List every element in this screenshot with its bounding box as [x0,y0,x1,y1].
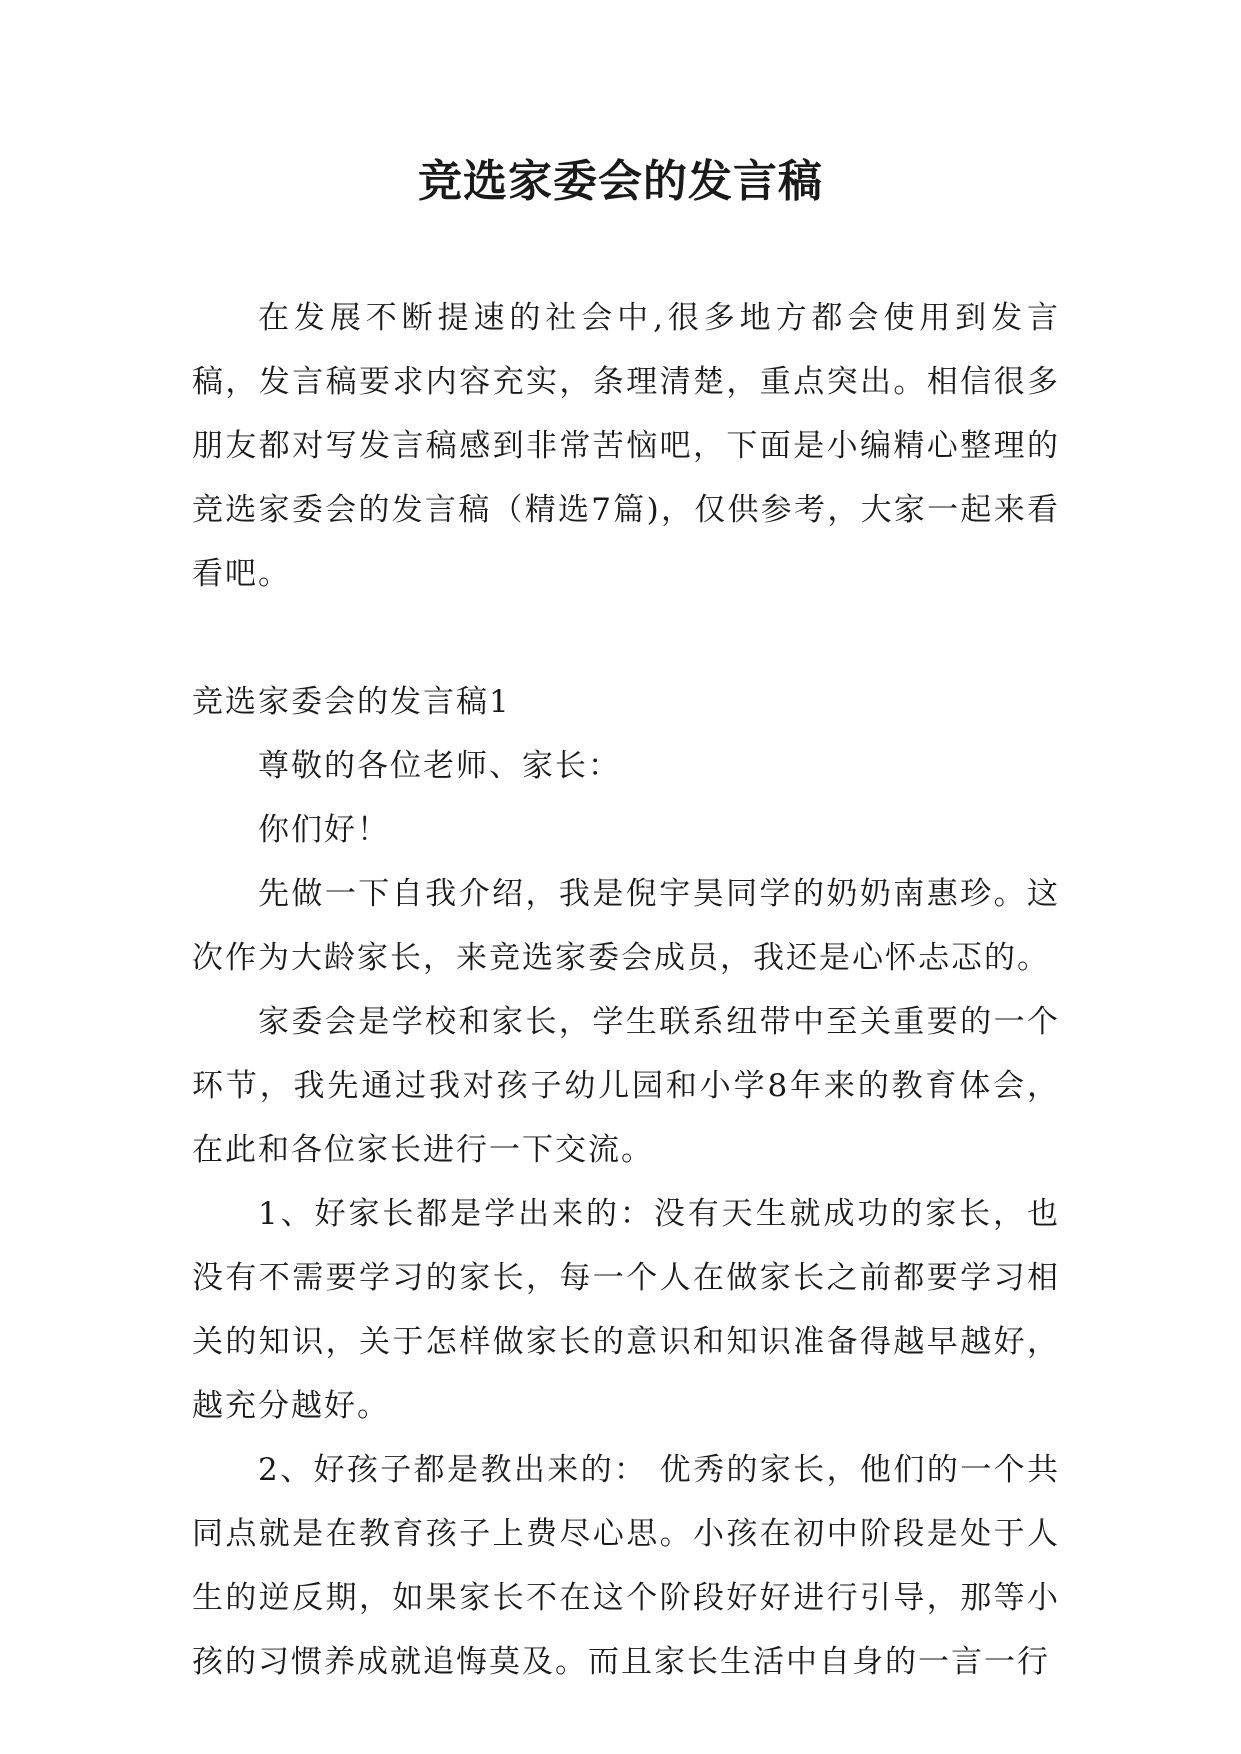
body-paragraph: 家委会是学校和家长，学生联系纽带中至关重要的一个环节，我先通过我对孩子幼儿园和小学8年来的教育体会，在此和各位家长进行一下交流。 [192,1004,1060,1168]
document-title: 竞选家委会的发言稿 [418,156,823,207]
salutation: 尊敬的各位老师、家长： [258,748,621,784]
section-heading: 竞选家委会的发言稿1 [192,684,511,720]
greeting: 你们好！ [258,812,390,848]
document-body [192,286,1060,1694]
body-paragraph: 2、好孩子都是教出来的： 优秀的家长，他们的一个共同点就是在教育孩子上费尽心思。小孩在初中阶段是处于人生的逆反期，如果家长不在这个阶段好好进行引导，那等小孩的习惯养成就追悔莫及。而且家长生活中自身的一言一行 [192,1452,1060,1680]
body-paragraph: 1、好家长都是学出来的：没有天生就成功的家长，也没有不需要学习的家长，每一个人在做家长之前都要学习相关的知识，关于怎样做家长的意识和知识准备得越早越好，越充分越好。 [192,1196,1060,1424]
body-paragraph: 先做一下自我介绍，我是倪宇昊同学的奶奶南惠珍。这次作为大龄家长，来竞选家委会成员，我还是心怀忐忑的。 [192,876,1060,976]
intro-paragraph: 在发展不断提速的社会中,很多地方都会使用到发言稿，发言稿要求内容充实，条理清楚，重点突出。相信很多朋友都对写发言稿感到非常苦恼吧，下面是小编精心整理的竞选家委会的发言稿（精选7篇)，仅供参考，大家一起来看看吧。 [192,300,1060,592]
